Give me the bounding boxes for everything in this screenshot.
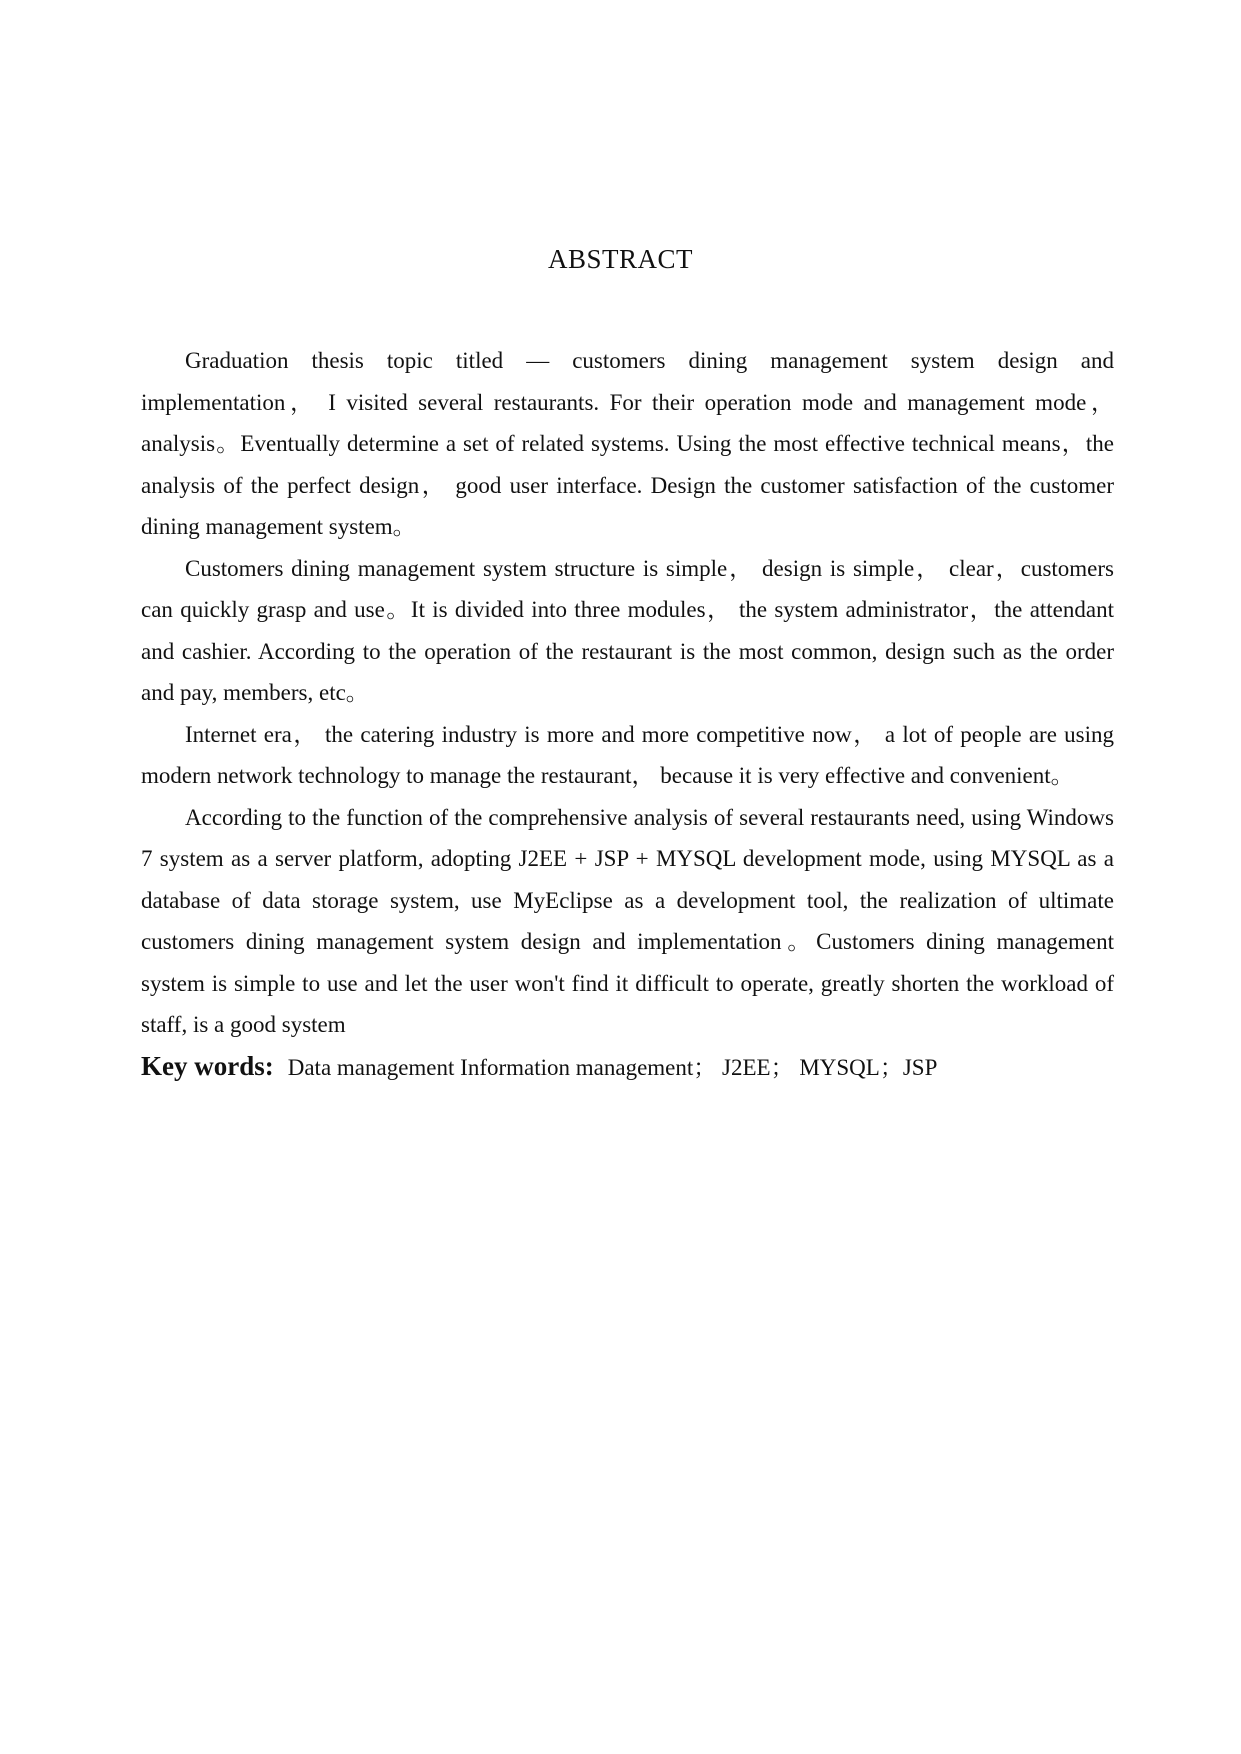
keywords-line xyxy=(141,1046,1114,1089)
keywords-values: Data management Information management； J2EE； MYSQL；JSP xyxy=(287,1054,938,1080)
abstract-title: ABSTRACT xyxy=(547,244,694,274)
abstract-paragraph-4: According to the function of the comprehensive analysis of several restaurants need, using Windows 7 system as a server platform, adopting J2EE + JSP + MYSQL development mode, using MYSQL as a database of data storage system, use MyEclipse as a development tool, the realization of ultimate customers dining management system design and implementation。Customers dining management system is simple to use and let the user won't find it difficult to operate, greatly shorten the workload of staff, is a good system xyxy=(141,804,1114,1037)
abstract-paragraph-1: Graduation thesis topic titled — customers dining management system design and implementation， I visited several restaurants. For their operation mode and management mode，analysis。Eventually determine a set of related systems. Using the most effective technical means，the analysis of the perfect design， good user interface. Design the customer satisfaction of the customer dining management system。 xyxy=(141,348,1114,539)
abstract-paragraph-2: Customers dining management system structure is simple， design is simple， clear，customers can quickly grasp and use。It is divided into three modules， the system administrator，the attendant and cashier. According to the operation of the restaurant is the most common, design such as the order and pay, members, etc。 xyxy=(141,555,1114,705)
abstract-body xyxy=(141,340,1114,1088)
keywords-label: Key words: xyxy=(141,1050,274,1081)
abstract-paragraph-3: Internet era， the catering industry is more and more competitive now， a lot of people are using modern network technology to manage the restaurant， because it is very effective and convenient。 xyxy=(141,721,1114,788)
